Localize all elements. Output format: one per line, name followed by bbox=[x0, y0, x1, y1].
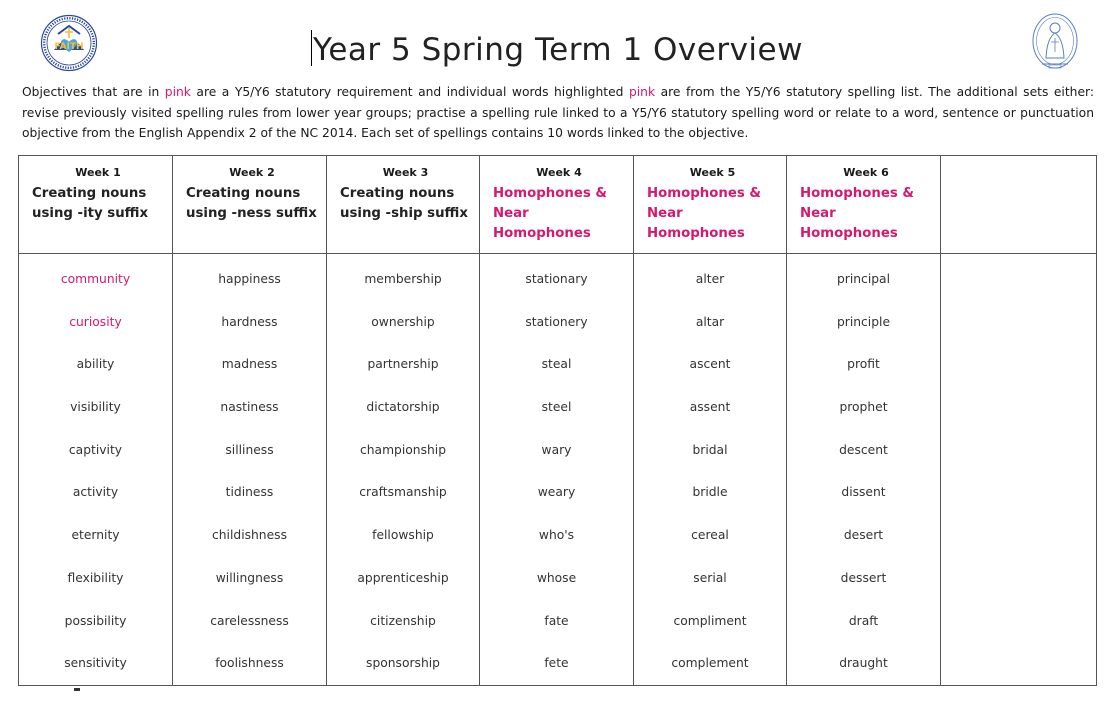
empty-word-cell bbox=[941, 254, 1097, 686]
spelling-word: membership bbox=[364, 272, 442, 286]
spelling-word: principle bbox=[836, 314, 891, 329]
pink-keyword: pink bbox=[164, 85, 191, 99]
spelling-word: bridal bbox=[692, 442, 728, 457]
spelling-word: stationery bbox=[525, 314, 588, 329]
spelling-word: flexibility bbox=[67, 570, 124, 585]
word-column bbox=[787, 254, 941, 686]
week-label: Week 3 bbox=[382, 166, 429, 179]
empty-header-cell bbox=[941, 156, 1097, 254]
spelling-word: altar bbox=[695, 314, 725, 329]
spelling-word: descent bbox=[839, 442, 888, 457]
spelling-word: dessert bbox=[840, 570, 887, 585]
spelling-word: captivity bbox=[68, 442, 123, 457]
spelling-word: serial bbox=[693, 570, 727, 585]
spelling-word: craftsmanship bbox=[359, 485, 447, 500]
spelling-word: silliness bbox=[225, 442, 274, 457]
spelling-word: draught bbox=[839, 656, 888, 671]
week-header-cell bbox=[19, 156, 173, 254]
spelling-word: childishness bbox=[212, 528, 287, 543]
spelling-word: alter bbox=[695, 272, 725, 286]
spelling-word: curiosity bbox=[69, 314, 122, 329]
logo-faith-text: FAITH bbox=[54, 42, 84, 52]
spelling-word: hardness bbox=[221, 314, 278, 329]
spelling-word: eternity bbox=[71, 528, 120, 543]
spelling-word: carelessness bbox=[210, 613, 289, 628]
spelling-word: possibility bbox=[64, 613, 127, 628]
word-column bbox=[480, 254, 634, 686]
week-header-cell bbox=[634, 156, 787, 254]
week-label: Week 2 bbox=[229, 166, 275, 179]
table-words-row bbox=[19, 254, 1097, 686]
spelling-word: bridle bbox=[692, 485, 728, 500]
spelling-word: fete bbox=[544, 656, 569, 671]
spelling-word: ownership bbox=[371, 314, 435, 329]
spelling-word: fate bbox=[544, 613, 569, 628]
spelling-word: nastiness bbox=[220, 400, 279, 415]
spelling-word: visibility bbox=[70, 400, 121, 415]
spelling-word: ability bbox=[76, 357, 115, 372]
spelling-word: sponsorship bbox=[366, 656, 440, 671]
spelling-overview-table bbox=[18, 155, 1097, 686]
spelling-word: fellowship bbox=[372, 528, 434, 543]
spelling-word: dictatorship bbox=[366, 400, 440, 415]
spelling-word: foolishness bbox=[215, 656, 284, 671]
week-label: Week 4 bbox=[536, 166, 582, 179]
spelling-word: dissent bbox=[841, 485, 886, 500]
spelling-word: weary bbox=[537, 485, 576, 500]
spelling-word: profit bbox=[847, 357, 880, 372]
spelling-word: citizenship bbox=[370, 613, 436, 628]
week-header-cell bbox=[480, 156, 634, 254]
word-column bbox=[19, 254, 173, 686]
pink-keyword: pink bbox=[628, 85, 656, 99]
intro-paragraph: Objectives that are in pink are a Y5/Y6 statutory requirement and individual words highlighted pink are from the Y5/Y6 statutory spelling list. The additional sets either: revise previously visited spelling rules from lower year groups; practise a spelling rule linked to a Y5/Y6 statutory spelling word or relate to a word, sentence or punctuation objective from the English Appendix 2 of the NC 2014. Each set of spellings contains 10 words linked to the objective. bbox=[22, 85, 1095, 140]
week-header-cell bbox=[787, 156, 941, 254]
objective-label: Creating nouns using -ity suffix bbox=[32, 186, 149, 221]
spelling-word: who's bbox=[538, 528, 575, 543]
spelling-word: sensitivity bbox=[64, 656, 127, 671]
objective-label: Homophones & Near Homophones bbox=[800, 186, 914, 241]
spelling-word: willingness bbox=[215, 570, 284, 585]
spelling-word: assent bbox=[689, 400, 731, 415]
spelling-word: prophet bbox=[839, 400, 888, 415]
table-header-row bbox=[19, 156, 1097, 254]
spelling-word: desert bbox=[843, 528, 884, 543]
spelling-word: principal bbox=[836, 272, 890, 286]
spelling-word: cereal bbox=[691, 528, 729, 543]
week-label: Week 1 bbox=[75, 166, 121, 179]
spelling-word: steal bbox=[541, 357, 572, 372]
spelling-word: whose bbox=[536, 570, 577, 585]
spelling-word: partnership bbox=[367, 357, 439, 372]
week-label: Week 6 bbox=[843, 166, 889, 179]
word-column bbox=[327, 254, 480, 686]
spelling-word: championship bbox=[359, 442, 447, 457]
stray-mark bbox=[74, 688, 80, 691]
spelling-word: tidiness bbox=[225, 485, 274, 500]
spelling-word: stationary bbox=[525, 272, 588, 286]
spelling-word: ascent bbox=[689, 357, 731, 372]
spelling-word: complement bbox=[671, 656, 749, 671]
week-header-cell bbox=[327, 156, 480, 254]
objective-label: Homophones & Near Homophones bbox=[647, 186, 761, 241]
page-title: Year 5 Spring Term 1 Overview bbox=[313, 32, 803, 68]
spelling-word: wary bbox=[541, 442, 572, 457]
objective-label: Creating nouns using -ship suffix bbox=[340, 186, 468, 221]
spelling-word: draft bbox=[848, 613, 879, 628]
objective-label: Homophones & Near Homophones bbox=[493, 186, 607, 241]
spelling-word: steel bbox=[541, 400, 572, 415]
word-column bbox=[173, 254, 327, 686]
spelling-word: activity bbox=[72, 485, 119, 500]
objective-label: Creating nouns using -ness suffix bbox=[186, 186, 317, 221]
spelling-word: apprenticeship bbox=[357, 570, 449, 585]
word-column bbox=[634, 254, 787, 686]
spelling-word: madness bbox=[221, 357, 278, 372]
spelling-word: compliment bbox=[673, 613, 747, 628]
spelling-word: community bbox=[60, 272, 131, 286]
spelling-word: happiness bbox=[218, 272, 281, 286]
week-label: Week 5 bbox=[689, 166, 736, 179]
week-header-cell bbox=[173, 156, 327, 254]
text-cursor bbox=[311, 30, 312, 66]
